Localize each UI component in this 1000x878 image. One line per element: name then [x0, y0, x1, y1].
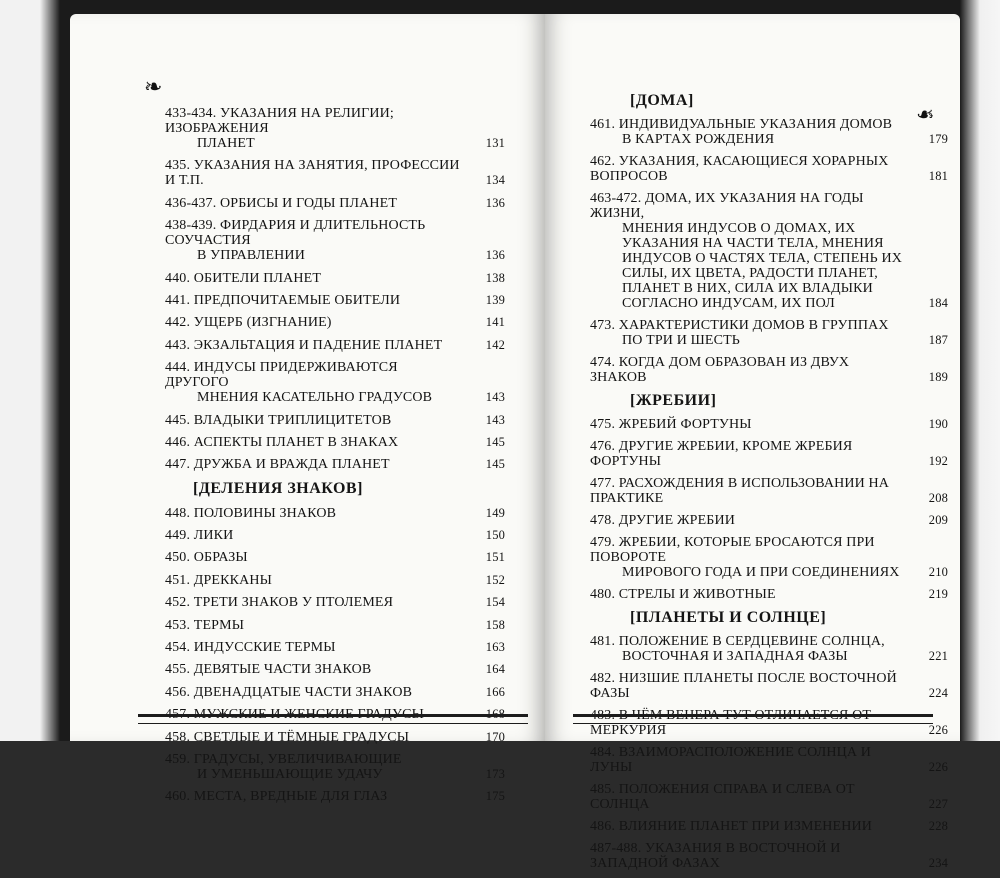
entry-page-number: 175 [485, 789, 505, 804]
toc-entry[interactable] [165, 618, 505, 633]
entry-number: 459. [165, 751, 191, 767]
toc-entry[interactable] [590, 318, 948, 348]
entry-number: 454. [165, 640, 191, 656]
entry-number: 475. [590, 417, 616, 432]
entry-title: НИЗШИЕ ПЛАНЕТЫ ПОСЛЕ ВОСТОЧНОЙ ФАЗЫ [590, 671, 897, 701]
toc-entry[interactable] [165, 158, 505, 188]
entry-page-number: 145 [485, 434, 505, 449]
entry-page-number: 189 [928, 370, 948, 384]
entry-title-continued: ПЛАНЕТ [197, 136, 255, 151]
section-heading: [ПЛАНЕТЫ И СОЛНЦЕ] [630, 609, 827, 626]
entry-number: 482. [590, 671, 616, 686]
toc-entry[interactable] [165, 595, 505, 610]
entry-number: 463-472. [590, 191, 642, 206]
entry-title: УКАЗАНИЯ В ВОСТОЧНОЙ И ЗАПАДНОЙ ФАЗАХ [590, 841, 841, 871]
toc-entry[interactable] [590, 587, 948, 602]
entry-page-number: 168 [485, 707, 505, 722]
entry-title: ДРУЖБА И ВРАЖДА ПЛАНЕТ [193, 457, 390, 473]
entry-page-number: 190 [928, 417, 948, 431]
entry-title: ПОЛОВИНЫ ЗНАКОВ [193, 505, 337, 521]
entry-number: 462. [590, 154, 616, 169]
entry-title: ПОЛОЖЕНИЯ СПРАВА И СЛЕВА ОТ СОЛНЦА [590, 782, 855, 812]
toc-entry[interactable] [165, 789, 505, 804]
entry-number: 478. [590, 513, 616, 528]
entry-number: 479. [590, 535, 616, 550]
entry-title: ЭКЗАЛЬТАЦИЯ И ПАДЕНИЕ ПЛАНЕТ [193, 337, 443, 353]
entry-page-number: 226 [928, 760, 948, 774]
entry-title: УКАЗАНИЯ НА РЕЛИГИИ; ИЗОБРАЖЕНИЯ [165, 106, 394, 136]
entry-page-number: 219 [928, 587, 948, 601]
toc-entry[interactable] [590, 745, 948, 775]
entry-number: 487-488. [590, 841, 642, 856]
entry-title: ЖРЕБИИ, КОТОРЫЕ БРОСАЮТСЯ ПРИ ПОВОРОТЕ [590, 535, 875, 565]
toc-entry[interactable] [165, 662, 505, 677]
entry-page-number: 164 [485, 662, 505, 677]
entry-number: 451. [165, 572, 191, 588]
entry-page-number: 187 [928, 333, 948, 347]
section-heading: [ДОМА] [630, 92, 694, 109]
entry-number: 481. [590, 634, 616, 649]
entry-title: ПРЕДПОЧИТАЕМЫЕ ОБИТЕЛИ [193, 292, 401, 308]
section-heading: [ДЕЛЕНИЯ ЗНАКОВ] [193, 479, 363, 497]
toc-entry[interactable] [165, 573, 505, 588]
toc-entry[interactable] [590, 191, 948, 311]
toc-entry[interactable] [590, 634, 948, 664]
entry-page-number: 163 [485, 640, 505, 655]
entry-number: 476. [590, 439, 616, 454]
entry-page-number: 143 [485, 412, 505, 427]
entry-number: 460. [165, 789, 191, 805]
toc-entry[interactable] [590, 355, 948, 385]
entry-number: 450. [165, 550, 191, 566]
entry-title: ХАРАКТЕРИСТИКИ ДОМОВ В ГРУППАХ [618, 318, 889, 333]
entry-page-number: 228 [928, 819, 948, 833]
entry-number: 483. [590, 708, 616, 723]
toc-entry[interactable] [165, 106, 505, 151]
entry-page-number: 142 [485, 337, 505, 352]
entry-title: ТРЕТИ ЗНАКОВ У ПТОЛЕМЕЯ [193, 595, 394, 611]
toc-entry[interactable] [590, 154, 948, 184]
toc-entry[interactable] [590, 439, 948, 469]
toc-entry[interactable] [165, 506, 505, 521]
entry-number: 474. [590, 355, 616, 370]
left-page [70, 14, 545, 805]
entry-title: ДРУГИЕ ЖРЕБИИ [618, 513, 736, 528]
entry-title: МЕСТА, ВРЕДНЫЕ ДЛЯ ГЛАЗ [193, 789, 388, 805]
entry-page-number: 226 [928, 723, 948, 737]
entry-number: 436-437. [165, 195, 217, 211]
entry-title: В ЧЁМ ВЕНЕРА ТУТ ОТЛИЧАЕТСЯ ОТ МЕРКУРИЯ [590, 708, 872, 738]
entry-number: 449. [165, 528, 191, 544]
entry-number: 477. [590, 476, 616, 491]
entry-number: 452. [165, 595, 191, 611]
entry-number: 443. [165, 337, 191, 353]
entry-page-number: 136 [485, 195, 505, 210]
entry-number: 438-439. [165, 218, 217, 234]
entry-page-number: 210 [928, 565, 948, 579]
entry-page-number: 150 [485, 528, 505, 543]
entry-page-number: 139 [485, 292, 505, 307]
entry-number: 484. [590, 745, 616, 760]
entry-title: ГРАДУСЫ, УВЕЛИЧИВАЮЩИЕ [193, 751, 402, 767]
entry-title: СВЕТЛЫЕ И ТЁМНЫЕ ГРАДУСЫ [193, 729, 410, 745]
page-rule [138, 714, 528, 724]
entry-title-continued: ПО ТРИ И ШЕСТЬ [622, 333, 740, 348]
page-rule [573, 714, 933, 724]
entry-title: ТЕРМЫ [193, 617, 245, 633]
toc-entry[interactable] [165, 218, 505, 263]
toc-entry[interactable] [165, 315, 505, 330]
entry-title: ЖРЕБИЙ ФОРТУНЫ [618, 417, 752, 432]
entry-page-number: 136 [485, 248, 505, 263]
entry-title: ДРЕККАНЫ [193, 572, 272, 588]
entry-page-number: 158 [485, 617, 505, 632]
toc-entry[interactable] [165, 338, 505, 353]
entry-title: ДРУГИЕ ЖРЕБИИ, КРОМЕ ЖРЕБИЯ ФОРТУНЫ [590, 439, 853, 469]
entry-title: УКАЗАНИЯ, КАСАЮЩИЕСЯ ХОРАРНЫХ ВОПРОСОВ [590, 154, 889, 184]
entry-number: 447. [165, 457, 191, 473]
entry-number: 433-434. [165, 106, 217, 121]
right-page [545, 14, 960, 871]
entry-title: ФИРДАРИЯ И ДЛИТЕЛЬНОСТЬ СОУЧАСТИЯ [165, 218, 426, 249]
entry-page-number: 224 [928, 686, 948, 700]
entry-title: УКАЗАНИЯ НА ЗАНЯТИЯ, ПРОФЕССИИ И Т.П. [165, 158, 460, 189]
entry-number: 456. [165, 684, 191, 700]
entry-title: ИНДИВИДУАЛЬНЫЕ УКАЗАНИЯ ДОМОВ [618, 117, 893, 132]
entry-title: СТРЕЛЫ И ЖИВОТНЫЕ [618, 587, 776, 602]
entry-page-number: 234 [928, 856, 948, 870]
entry-number: 485. [590, 782, 616, 797]
entry-title: КОГДА ДОМ ОБРАЗОВАН ИЗ ДВУХ ЗНАКОВ [590, 355, 850, 385]
entry-page-number: 227 [928, 797, 948, 811]
entry-page-number: 134 [485, 173, 505, 188]
entry-title: ДОМА, ИХ УКАЗАНИЯ НА ГОДЫ ЖИЗНИ, [590, 191, 864, 221]
toc-entry[interactable] [590, 476, 948, 506]
toc-entry[interactable] [165, 293, 505, 308]
entry-page-number: 221 [928, 649, 948, 663]
entry-page-number: 149 [485, 505, 505, 520]
toc-entry[interactable] [165, 730, 505, 745]
entry-page-number: 151 [485, 550, 505, 565]
entry-title: ОБРАЗЫ [193, 550, 248, 566]
toc-entry[interactable] [165, 360, 505, 405]
toc-entry[interactable] [165, 528, 505, 543]
entry-page-number: 179 [928, 132, 948, 146]
toc-entry[interactable] [165, 413, 505, 428]
entry-page-number: 181 [928, 169, 948, 183]
entry-number: 480. [590, 587, 616, 602]
toc-entry[interactable] [165, 457, 505, 472]
entry-title: АСПЕКТЫ ПЛАНЕТ В ЗНАКАХ [193, 434, 399, 450]
entry-title: ЛИКИ [193, 528, 234, 544]
entry-page-number: 141 [485, 315, 505, 330]
entry-page-number: 154 [485, 595, 505, 610]
entry-title-continued: ВОСТОЧНАЯ И ЗАПАДНАЯ ФАЗЫ [622, 649, 848, 664]
entry-number: 486. [590, 819, 616, 834]
toc-left [165, 106, 505, 812]
entry-title-continued: МНЕНИЯ ИНДУСОВ О ДОМАХ, ИХ УКАЗАНИЯ НА ЧАСТИ ТЕЛА, МНЕНИЯ ИНДУСОВ О ЧАСТЯХ ТЕЛА, СТЕПЕНЬ ИХ СИЛЫ, ИХ ЦВЕТА, РАДОСТИ ПЛАНЕТ, ПЛАНЕТ В НИХ, СИЛА ИХ ВЛАДЫКИ СОГЛАСНО ИНДУСАМ, ИХ ПОЛ [622, 221, 903, 311]
entry-page-number: 145 [485, 457, 505, 472]
entry-title: ОБИТЕЛИ ПЛАНЕТ [193, 270, 322, 286]
toc-entry[interactable] [165, 752, 505, 782]
entry-title: ИНДУССКИЕ ТЕРМЫ [193, 640, 336, 656]
ornament-icon: ❧ [144, 74, 163, 99]
entry-title: ОРБИСЫ И ГОДЫ ПЛАНЕТ [220, 195, 398, 211]
entry-title: ВЛИЯНИЕ ПЛАНЕТ ПРИ ИЗМЕНЕНИИ [618, 819, 873, 834]
entry-number: 461. [590, 117, 616, 132]
entry-title-continued: МНЕНИЯ КАСАТЕЛЬНО ГРАДУСОВ [197, 390, 433, 406]
entry-page-number: 166 [485, 684, 505, 699]
entry-number: 457. [165, 707, 191, 723]
toc-right [590, 90, 948, 878]
entry-number: 458. [165, 729, 191, 745]
entry-title-continued: В КАРТАХ РОЖДЕНИЯ [622, 132, 775, 147]
entry-number: 473. [590, 318, 616, 333]
entry-title: ВЗАИМОРАСПОЛОЖЕНИЕ СОЛНЦА И ЛУНЫ [590, 745, 872, 775]
entry-title-continued: МИРОВОГО ГОДА И ПРИ СОЕДИНЕНИЯХ [622, 565, 900, 580]
entry-page-number: 184 [928, 296, 948, 310]
entry-number: 444. [165, 360, 191, 376]
toc-entry[interactable] [590, 819, 948, 834]
entry-title: УЩЕРБ (ИЗГНАНИЕ) [193, 315, 332, 331]
entry-page-number: 152 [485, 572, 505, 587]
entry-title: ИНДУСЫ ПРИДЕРЖИВАЮТСЯ ДРУГОГО [165, 360, 398, 391]
entry-page-number: 192 [928, 454, 948, 468]
entry-title: ДЕВЯТЫЕ ЧАСТИ ЗНАКОВ [193, 662, 372, 678]
toc-entry[interactable] [165, 685, 505, 700]
entry-page-number: 131 [485, 136, 505, 150]
entry-number: 455. [165, 662, 191, 678]
toc-entry[interactable] [590, 117, 948, 147]
entry-page-number: 208 [928, 491, 948, 505]
entry-number: 446. [165, 434, 191, 450]
entry-title: РАСХОЖДЕНИЯ В ИСПОЛЬЗОВАНИИ НА ПРАКТИКЕ [590, 476, 890, 506]
toc-entry[interactable] [590, 782, 948, 812]
entry-number: 435. [165, 158, 191, 174]
entry-page-number: 143 [485, 390, 505, 405]
entry-number: 440. [165, 270, 191, 286]
entry-page-number: 170 [485, 729, 505, 744]
toc-entry[interactable] [590, 535, 948, 580]
entry-title: ДВЕНАДЦАТЫЕ ЧАСТИ ЗНАКОВ [193, 684, 413, 700]
entry-page-number: 138 [485, 270, 505, 285]
entry-page-number: 209 [928, 513, 948, 527]
entry-title-continued: И УМЕНЬШАЮЩИЕ УДАЧУ [197, 766, 383, 782]
toc-entry[interactable] [590, 671, 948, 701]
entry-page-number: 173 [485, 766, 505, 781]
section-heading: [ЖРЕБИИ] [630, 392, 717, 409]
ornament-icon: ❧ [915, 102, 934, 127]
entry-title: ВЛАДЫКИ ТРИПЛИЦИТЕТОВ [193, 412, 392, 428]
toc-entry[interactable] [165, 550, 505, 565]
entry-number: 442. [165, 315, 191, 331]
entry-title: МУЖСКИЕ И ЖЕНСКИЕ ГРАДУСЫ [193, 707, 424, 723]
toc-entry[interactable] [590, 841, 948, 871]
toc-entry[interactable] [590, 417, 948, 432]
toc-entry[interactable] [165, 640, 505, 655]
entry-number: 445. [165, 412, 191, 428]
toc-entry[interactable] [590, 513, 948, 528]
toc-entry[interactable] [165, 271, 505, 286]
entry-title: ПОЛОЖЕНИЕ В СЕРДЦЕВИНЕ СОЛНЦА, [618, 634, 885, 649]
entry-number: 453. [165, 617, 191, 633]
entry-number: 448. [165, 505, 191, 521]
entry-number: 441. [165, 292, 191, 308]
toc-entry[interactable] [165, 196, 505, 211]
toc-entry[interactable] [165, 435, 505, 450]
entry-title-continued: В УПРАВЛЕНИИ [197, 248, 305, 264]
